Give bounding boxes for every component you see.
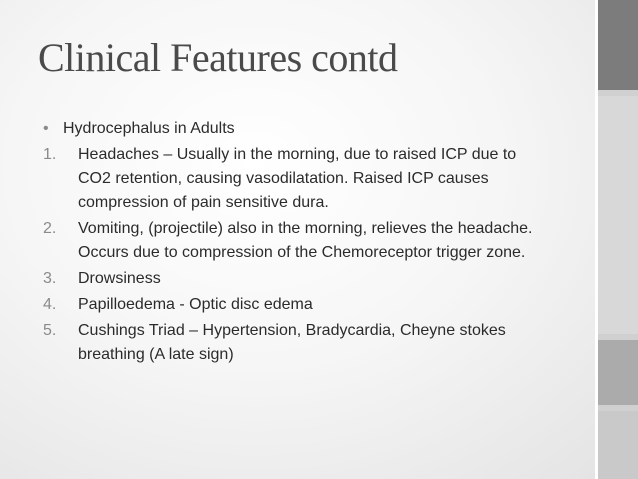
list-text: Vomiting, (projectile) also in the morning, relieves the headache. Occurs due to compression of the Chemoreceptor trigger zone.: [78, 220, 533, 261]
list-text: Cushings Triad – Hypertension, Bradycardia, Cheyne stokes breathing (A late sign): [78, 322, 506, 363]
list-number: 2.: [43, 220, 57, 237]
bullet-text: Hydrocephalus in Adults: [63, 120, 235, 137]
list-item: [43, 217, 553, 265]
sidebar-block-lower: [598, 340, 638, 405]
list-item: [43, 143, 553, 215]
list-number: 1.: [43, 146, 57, 163]
list-item: [43, 267, 553, 291]
slide-sidebar: [595, 0, 638, 479]
numbered-list: [43, 143, 553, 367]
list-text: Papilloedema - Optic disc edema: [78, 296, 313, 313]
sidebar-block-middle: [598, 96, 638, 334]
slide-title: Clinical Features contd: [38, 35, 398, 80]
list-item: [43, 319, 553, 367]
list-number: 5.: [43, 322, 57, 339]
list-number: 4.: [43, 296, 57, 313]
sidebar-block-bottom: [598, 411, 638, 479]
bullet-marker: •: [43, 120, 49, 137]
list-number: 3.: [43, 270, 57, 287]
bullet-item: [43, 117, 553, 141]
sidebar-block-top: [598, 0, 638, 90]
list-text: Drowsiness: [78, 270, 161, 287]
list-text: Headaches – Usually in the morning, due to raised ICP due to CO2 retention, causing vasodilatation. Raised ICP causes compression of pain sensitive dura.: [78, 146, 517, 211]
slide-content: [43, 117, 553, 369]
list-item: [43, 293, 553, 317]
